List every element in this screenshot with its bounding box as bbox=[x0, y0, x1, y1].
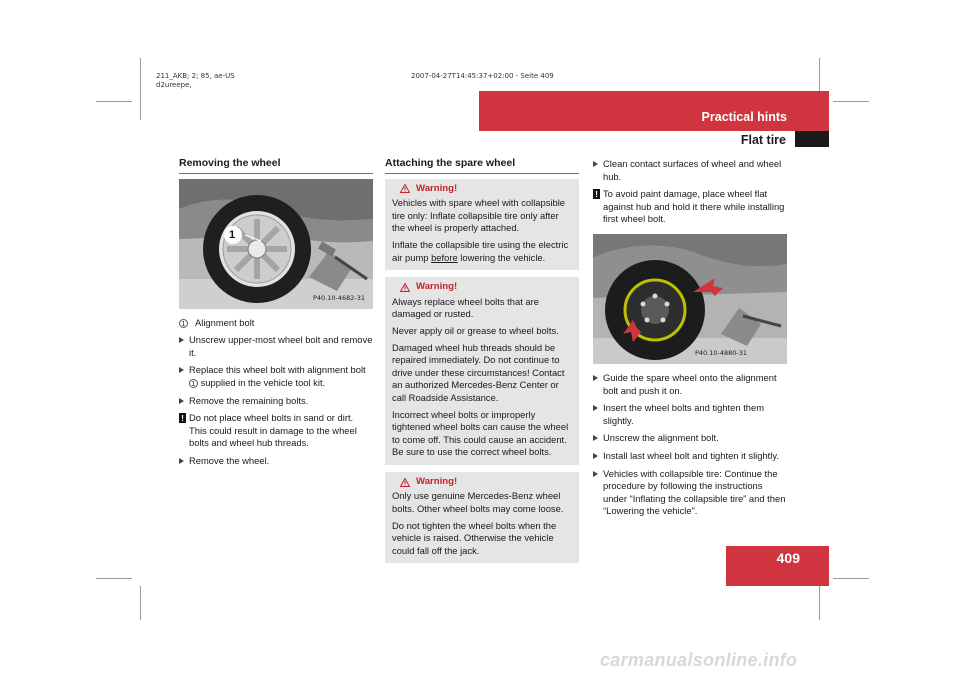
warning-box bbox=[385, 277, 579, 465]
left-column bbox=[179, 157, 373, 473]
step-text: Install last wheel bolt and tighten it slightly. bbox=[603, 449, 779, 461]
bullet-arrow-icon bbox=[179, 398, 184, 404]
step-text: Remove the remaining bolts. bbox=[189, 394, 309, 406]
print-stamp: 2007-04-27T14:45:37+02:00 - Seite 409 bbox=[411, 72, 554, 80]
step bbox=[593, 402, 787, 427]
step bbox=[179, 395, 373, 408]
removing-wheel-photo bbox=[179, 179, 373, 309]
bullet-arrow-icon bbox=[179, 458, 184, 464]
warning-header bbox=[392, 281, 574, 294]
callout-1: 1 bbox=[229, 228, 236, 241]
warning-text: Do not tighten the wheel bolts when the vehicle is raised. Otherwise the vehicle could fall off the jack. bbox=[392, 519, 557, 556]
page-number-box bbox=[726, 546, 829, 586]
note-text: Do not place wheel bolts in sand or dirt. This could result in damage to the wheel bolts and wheel hub threads. bbox=[189, 412, 357, 449]
step bbox=[593, 450, 787, 463]
exclamation-icon: ! bbox=[593, 189, 600, 199]
legend-item bbox=[179, 317, 373, 330]
warning-triangle-icon bbox=[400, 283, 410, 292]
section-title: Flat tire bbox=[740, 133, 786, 147]
warning-text: Only use genuine Mercedes-Benz wheel bolts. Other wheel bolts may come loose. bbox=[392, 490, 564, 515]
warning-triangle-icon bbox=[400, 184, 410, 193]
print-meta bbox=[156, 72, 235, 90]
car-wheel-illustration bbox=[179, 179, 373, 309]
watermark: carmanualsonline.info bbox=[600, 650, 798, 670]
warning-text: Incorrect wheel bolts or improperly tightened wheel bolts can cause the wheel to come off. This could cause an accident. Be sure to use the correct wheel bolts. bbox=[392, 408, 569, 458]
crop-mark bbox=[833, 578, 869, 579]
warning-box bbox=[385, 179, 579, 271]
warning-title: Warning! bbox=[416, 281, 458, 293]
warning-title: Warning! bbox=[416, 475, 458, 487]
legend-label: Alignment bolt bbox=[195, 316, 255, 328]
chapter-header bbox=[479, 91, 829, 131]
crop-mark bbox=[96, 101, 132, 102]
warning-text: Vehicles with spare wheel with collapsible tire only: Inflate collapsible tire only after the wheel is properly attached. bbox=[392, 197, 566, 234]
step bbox=[179, 455, 373, 468]
step bbox=[179, 334, 373, 359]
bullet-arrow-icon bbox=[593, 161, 598, 167]
underlined-emphasis: before bbox=[431, 251, 458, 263]
step bbox=[179, 364, 373, 389]
chapter-title: Practical hints bbox=[701, 110, 787, 124]
bullet-arrow-icon bbox=[179, 367, 184, 373]
print-meta-line2: d2ureepe, bbox=[156, 81, 192, 89]
page-number: 409 bbox=[776, 550, 800, 566]
spare-wheel-illustration bbox=[593, 234, 787, 364]
step-text: Vehicles with collapsible tire: Continue the procedure by following the instructions under “Inflating the collapsible tire” and then “Lowering the vehicle”. bbox=[603, 467, 786, 517]
step bbox=[593, 468, 787, 518]
warning-text: Damaged wheel hub threads should be repaired immediately. Do not continue to drive under these circumstances! Contact an authorized Mercedes-Benz Center or call Roadside Assistance. bbox=[392, 341, 565, 403]
step-text: Unscrew upper-most wheel bolt and remove it. bbox=[189, 334, 373, 358]
warning-text bbox=[392, 239, 574, 264]
warning-text-part: Inflate the collapsible tire using the electric air pump bbox=[392, 238, 569, 263]
step-text: Unscrew the alignment bolt. bbox=[603, 432, 719, 444]
crop-mark bbox=[96, 578, 132, 579]
step bbox=[593, 372, 787, 397]
step-text: Guide the spare wheel onto the alignment bolt and push it on. bbox=[603, 371, 777, 396]
callout-circle-icon: 1 bbox=[189, 379, 198, 388]
crop-mark bbox=[819, 586, 820, 620]
caution-note bbox=[593, 188, 787, 226]
warning-title: Warning! bbox=[416, 182, 458, 194]
step-text: Replace this wheel bolt with alignment bolt bbox=[189, 364, 366, 376]
warning-triangle-icon bbox=[400, 478, 410, 487]
bullet-arrow-icon bbox=[593, 405, 598, 411]
warning-text: Always replace wheel bolts that are damaged or rusted. bbox=[392, 295, 539, 320]
step-text: Insert the wheel bolts and tighten them slightly. bbox=[603, 402, 765, 426]
exclamation-icon: ! bbox=[179, 413, 186, 423]
step-text: Remove the wheel. bbox=[189, 454, 270, 466]
bullet-arrow-icon bbox=[593, 375, 598, 381]
section-marker bbox=[795, 131, 829, 147]
photo-code: P40.10-4880-31 bbox=[694, 349, 747, 358]
print-meta-line1: 211_AKB; 2; 85, ae-US bbox=[156, 72, 235, 80]
warning-box bbox=[385, 472, 579, 564]
step-text: Clean contact surfaces of wheel and wheel hub. bbox=[603, 158, 782, 182]
warning-text-part: lowering the vehicle. bbox=[460, 251, 546, 263]
crop-mark bbox=[140, 586, 141, 620]
caution-note bbox=[179, 412, 373, 450]
warning-header bbox=[392, 183, 574, 196]
bullet-arrow-icon bbox=[179, 337, 184, 343]
step bbox=[593, 158, 787, 183]
right-column bbox=[593, 158, 787, 523]
crop-mark bbox=[140, 58, 141, 120]
bullet-arrow-icon bbox=[593, 453, 598, 459]
note-text: To avoid paint damage, place wheel flat against hub and hold it there while installing first wheel bolt. bbox=[603, 188, 785, 225]
step bbox=[593, 432, 787, 445]
bullet-arrow-icon bbox=[593, 435, 598, 441]
spare-wheel-photo bbox=[593, 234, 787, 364]
attaching-wheel-heading: Attaching the spare wheel bbox=[385, 157, 579, 174]
warning-text: Never apply oil or grease to wheel bolts. bbox=[392, 324, 559, 336]
bullet-arrow-icon bbox=[593, 471, 598, 477]
photo-code: P40.10-4682-31 bbox=[312, 294, 365, 302]
removing-wheel-heading: Removing the wheel bbox=[179, 157, 373, 174]
warning-header bbox=[392, 476, 574, 489]
step-text: supplied in the vehicle tool kit. bbox=[200, 376, 326, 388]
crop-mark bbox=[833, 101, 869, 102]
callout-circle-icon: 1 bbox=[179, 319, 188, 328]
middle-column bbox=[385, 157, 579, 570]
